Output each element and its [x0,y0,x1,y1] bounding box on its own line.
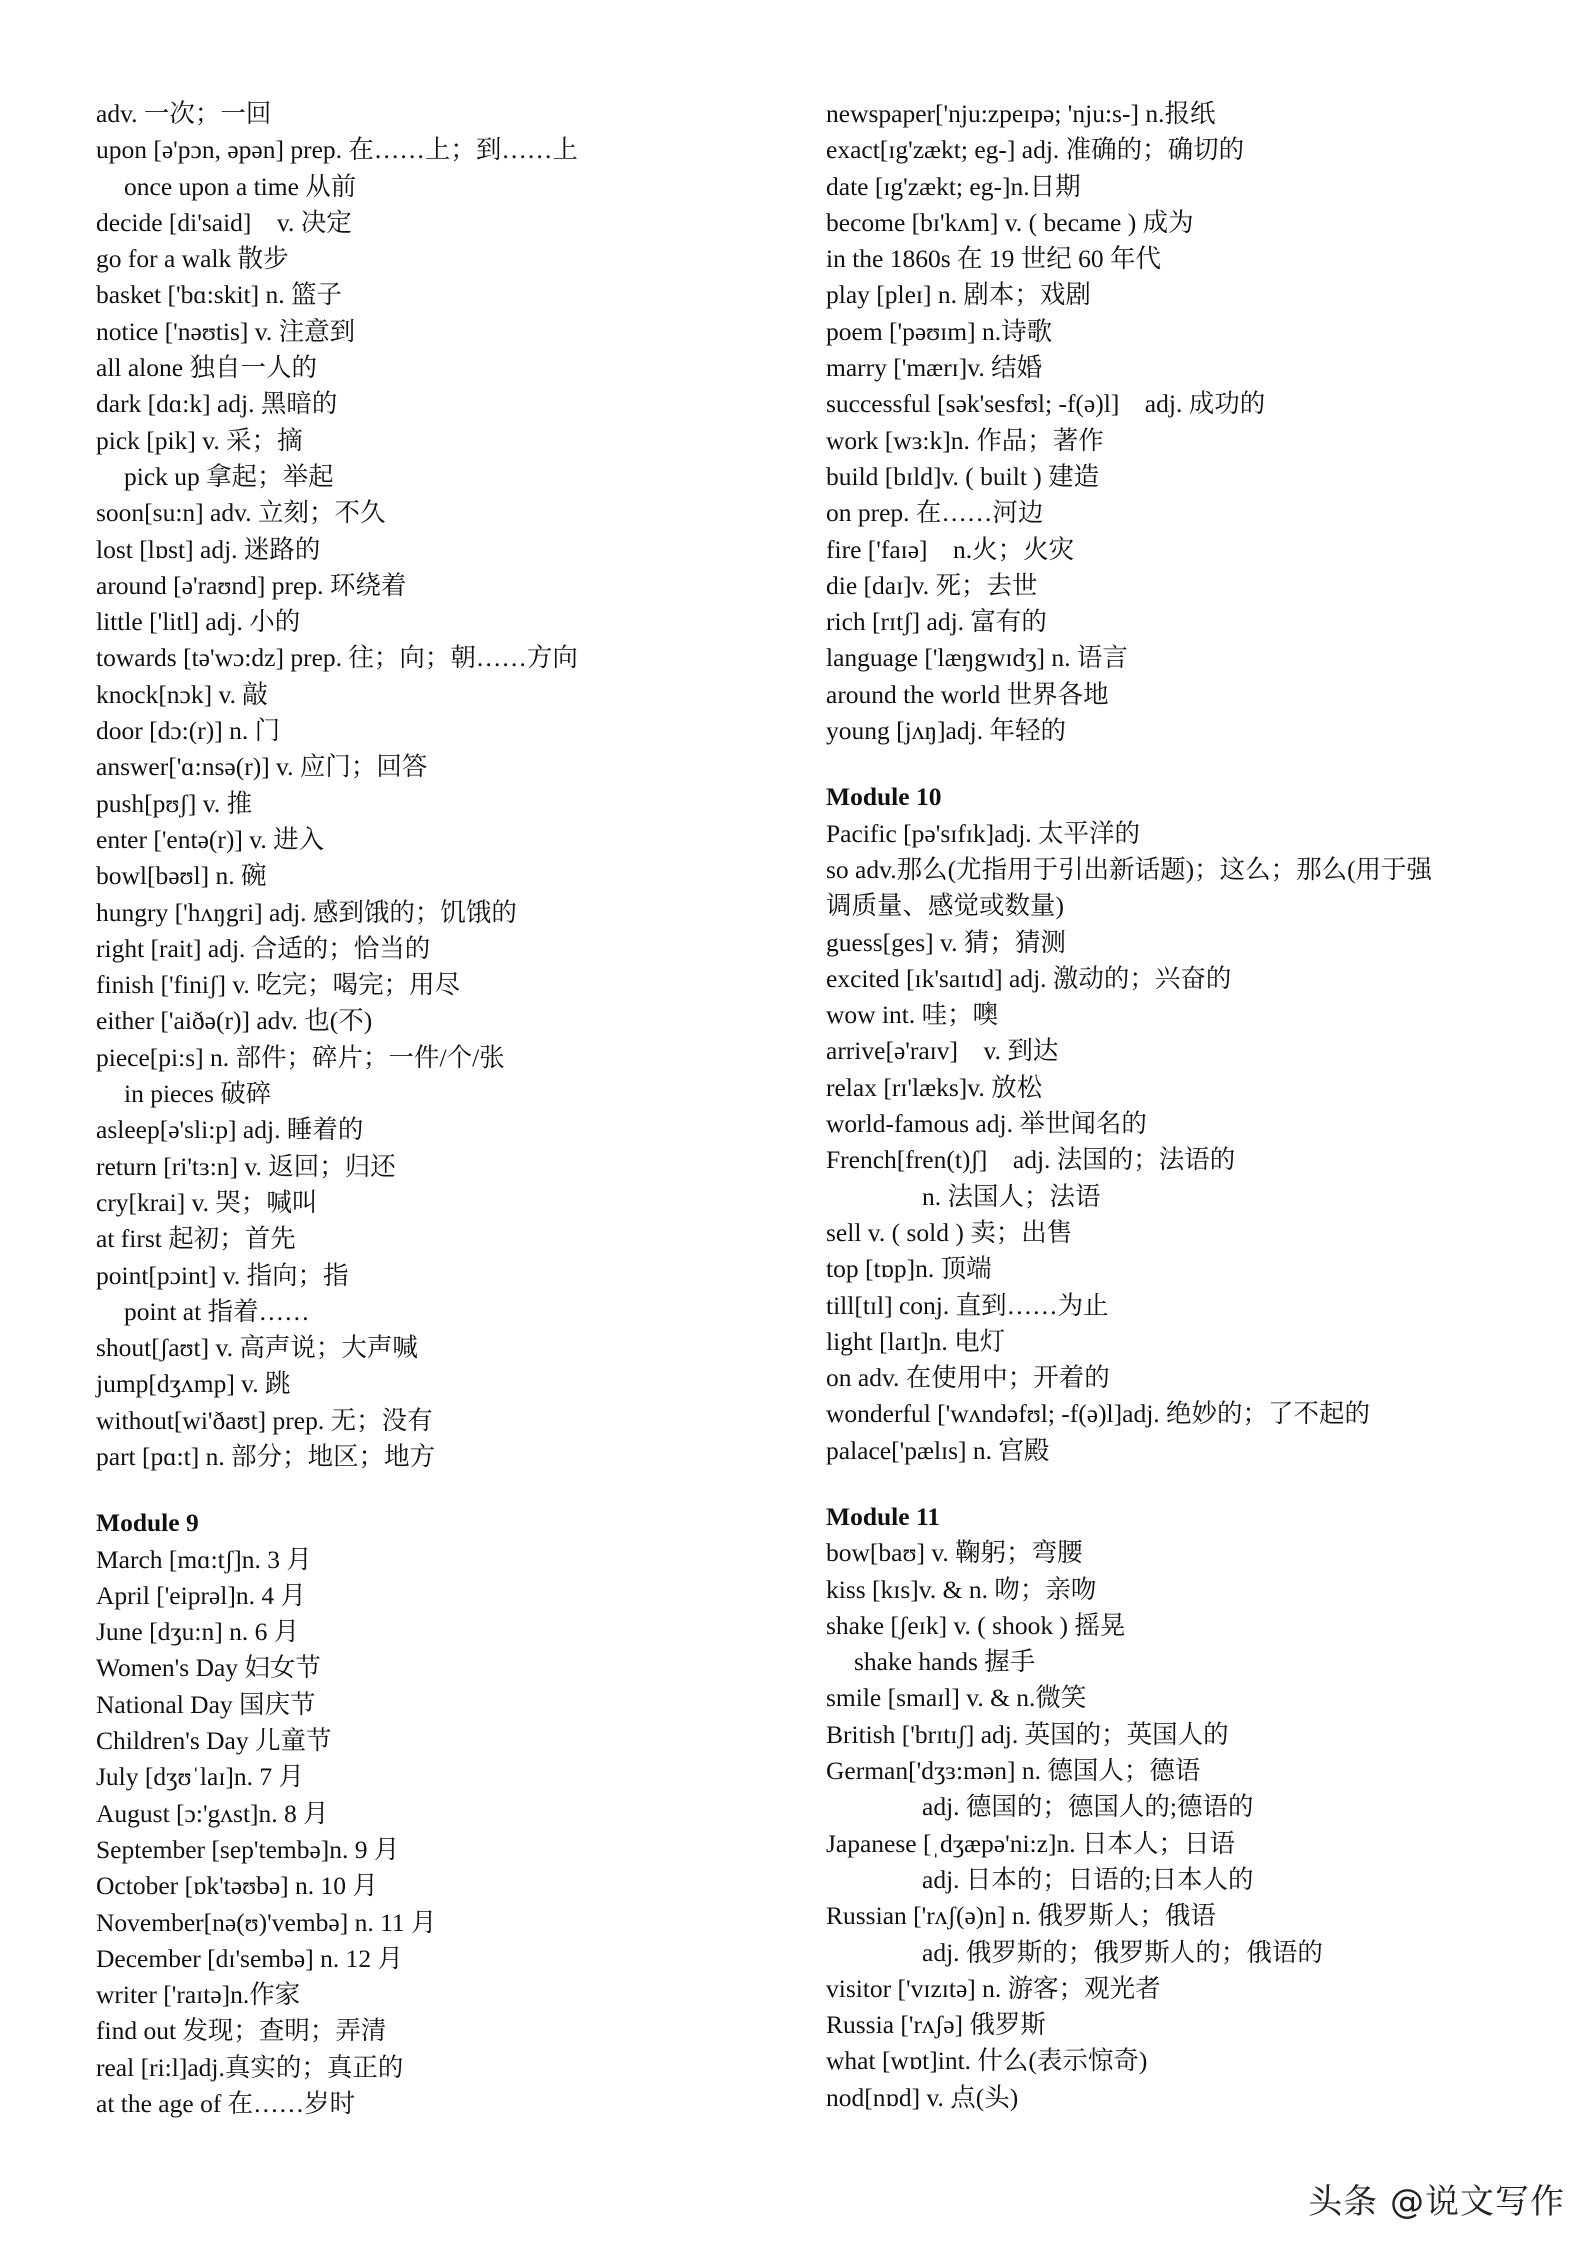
module-heading: Module 10 [826,782,942,812]
vocab-entry: at first 起初；首先 [96,1224,296,1254]
vocab-entry: finish ['finiʃ] v. 吃完；喝完；用尽 [96,970,461,1000]
vocab-entry: October [ɒk'təʊbə] n. 10 月 [96,1871,378,1901]
vocab-entry: palace['pælɪs] n. 宫殿 [826,1435,1050,1465]
vocab-entry: Japanese [ˌdʒæpə'ni:z]n. 日本人；日语 [826,1828,1235,1858]
vocab-entry: enter ['entə(r)] v. 进入 [96,824,325,854]
vocab-entry: rich [rɪtʃ] adj. 富有的 [826,607,1047,637]
right-column [826,96,1526,2116]
vocab-entry: date [ɪg'zækt; eg-]n.日期 [826,171,1081,201]
module-heading: Module 9 [96,1508,199,1538]
vocab-entry: once upon a time 从前 [124,171,357,201]
vocab-entry: newspaper['nju:zpeɪpə; 'nju:s-] n.报纸 [826,99,1216,128]
vocab-entry: on adv. 在使用中；开着的 [826,1363,1110,1393]
vocab-entry: bowl[bəʊl] n. 碗 [96,861,267,891]
vocab-entry: Russia ['rʌʃə] 俄罗斯 [826,2010,1046,2040]
vocab-entry: German['dʒɜ:mən] n. 德国人；德语 [826,1756,1201,1786]
vocab-entry: Russian ['rʌʃ(ə)n] n. 俄罗斯人；俄语 [826,1901,1216,1931]
vocab-entry: without[wi'ðaʊt] prep. 无；没有 [96,1405,433,1435]
vocab-entry: light [laɪt]n. 电灯 [826,1326,1006,1356]
vocab-entry: August [ɔ:'gʌst]n. 8 月 [96,1798,329,1828]
vocab-entry: wow int. 哇；噢 [826,1000,999,1030]
vocab-entry: all alone 独自一人的 [96,353,317,383]
vocab-entry: marry ['mærɪ]v. 结婚 [826,353,1043,383]
vocab-entry: world-famous adj. 举世闻名的 [826,1109,1147,1139]
vocab-entry: Children's Day 儿童节 [96,1726,332,1756]
vocab-entry: poem ['pəʊɪm] n.诗歌 [826,316,1053,346]
vocab-entry: cry[krai] v. 哭；喊叫 [96,1187,318,1217]
vocab-entry: pick [pik] v. 采；摘 [96,425,303,455]
vocab-entry: piece[pi:s] n. 部件；碎片；一件/个/张 [96,1042,505,1072]
vocab-entry: writer ['raɪtə]n.作家 [96,1980,301,2010]
vocab-entry: basket ['bɑ:skit] n. 篮子 [96,280,342,310]
vocab-entry: wonderful ['wʌndəfʊl; -f(ə)l]adj. 绝妙的；了不起的 [826,1399,1371,1429]
vocab-entry: so adv.那么(尤指用于引出新话题)；这么；那么(用于强 [826,854,1433,884]
vocab-entry: British ['brɪtɪʃ] adj. 英国的；英国人的 [826,1719,1229,1749]
vocab-entry: knock[nɔk] v. 敲 [96,679,268,709]
vocab-entry: work [wɜ:k]n. 作品；著作 [826,425,1104,455]
vocab-entry: nod[nɒd] v. 点(头) [826,2082,1019,2112]
vocab-entry: return [ri'tɜ:n] v. 返回；归还 [96,1151,396,1181]
vocab-entry: pick up 拿起；举起 [124,461,334,491]
vocab-entry: adj. 日本的；日语的;日本人的 [922,1864,1254,1894]
vocab-entry: till[tɪl] conj. 直到……为止 [826,1290,1109,1320]
vocab-entry: die [daɪ]v. 死；去世 [826,570,1038,600]
vocab-entry: Women's Day 妇女节 [96,1653,321,1683]
vocab-entry: arrive[ə'raɪv] v. 到达 [826,1036,1059,1066]
vocab-entry: part [pɑ:t] n. 部分；地区；地方 [96,1441,436,1471]
vocab-entry: soon[su:n] adv. 立刻；不久 [96,498,386,528]
vocab-entry: either ['aiðə(r)] adv. 也(不) [96,1006,373,1036]
vocab-entry: 调质量、感觉或数量) [826,891,1064,921]
vocab-entry: around the world 世界各地 [826,679,1109,709]
vocab-entry: jump[dʒʌmp] v. 跳 [96,1369,291,1399]
vocab-entry: June [dʒu:n] n. 6 月 [96,1617,300,1647]
vocab-entry: adv. 一次；一回 [96,99,272,128]
vocab-entry: around [ə'raʊnd] prep. 环绕着 [96,570,407,600]
vocab-entry: push[pʊʃ] v. 推 [96,788,253,818]
vocab-entry: notice ['nəʊtis] v. 注意到 [96,316,356,346]
section-spacer [96,1475,796,1505]
vocab-entry: in pieces 破碎 [124,1079,272,1109]
vocab-entry: answer['ɑ:nsə(r)] v. 应门；回答 [96,752,428,782]
left-column [96,96,796,2122]
vocab-entry: adj. 俄罗斯的；俄罗斯人的；俄语的 [922,1937,1323,1967]
vocab-entry: relax [rɪ'læks]v. 放松 [826,1072,1043,1102]
vocab-entry: National Day 国庆节 [96,1689,316,1719]
vocab-entry: shout[ʃaʊt] v. 高声说；大声喊 [96,1333,418,1363]
vocab-entry: asleep[ə'sli:p] adj. 睡着的 [96,1115,364,1145]
vocab-entry: play [pleɪ] n. 剧本；戏剧 [826,280,1091,310]
vocab-entry: smile [smaɪl] v. & n.微笑 [826,1683,1087,1713]
vocab-entry: find out 发现；查明；弄清 [96,2016,387,2046]
vocab-entry: lost [lɒst] adj. 迷路的 [96,534,321,564]
vocab-entry: n. 法国人；法语 [922,1181,1101,1211]
vocab-entry: adj. 德国的；德国人的;德语的 [922,1792,1254,1822]
vocab-entry: young [jʌŋ]adj. 年轻的 [826,716,1066,746]
vocab-entry: door [dɔ:(r)] n. 门 [96,716,281,746]
vocab-entry: decide [di'said] v. 决定 [96,207,352,237]
vocab-entry: July [dʒʊˈlaɪ]n. 7 月 [96,1762,305,1792]
vocab-entry: become [bɪ'kʌm] v. ( became ) 成为 [826,207,1194,237]
vocab-entry: excited [ɪk'saɪtɪd] adj. 激动的；兴奋的 [826,963,1232,993]
watermark: 头条 @说文写作 [1308,2182,1565,2222]
vocab-entry: December [dɪ'sembə] n. 12 月 [96,1943,403,1973]
vocab-entry: go for a walk 散步 [96,244,289,274]
vocab-entry: point at 指着…… [124,1296,310,1326]
vocab-entry: visitor ['vɪzɪtə] n. 游客；观光者 [826,1973,1161,2003]
vocab-entry: kiss [kɪs]v. & n. 吻；亲吻 [826,1574,1097,1604]
vocab-entry: March [mɑ:tʃ]n. 3 月 [96,1544,312,1574]
vocab-entry: guess[ges] v. 猜；猜测 [826,927,1066,957]
vocab-entry: November[nə(ʊ)'vembə] n. 11 月 [96,1907,437,1937]
vocab-entry: dark [dɑ:k] adj. 黑暗的 [96,389,338,419]
vocab-entry: shake [ʃeɪk] v. ( shook ) 摇晃 [826,1610,1126,1640]
vocab-entry: fire ['faɪə] n.火；火灾 [826,534,1075,564]
vocab-entry: towards [tə'wɔ:dz] prep. 往；向；朝……方向 [96,643,578,673]
section-spacer [826,749,1526,779]
vocab-entry: build [bɪld]v. ( built ) 建造 [826,461,1100,491]
vocab-entry: French[fren(t)ʃ] adj. 法国的；法语的 [826,1145,1236,1175]
vocab-entry: what [wɒt]int. 什么(表示惊奇) [826,2046,1148,2076]
vocab-entry: bow[baʊ] v. 鞠躬；弯腰 [826,1538,1083,1568]
vocab-entry: at the age of 在……岁时 [96,2089,356,2119]
vocab-entry: in the 1860s 在 19 世纪 60 年代 [826,244,1162,274]
module-heading: Module 11 [826,1501,941,1531]
vocab-entry: exact[ɪg'zækt; eg-] adj. 准确的；确切的 [826,135,1245,165]
section-spacer [826,1469,1526,1499]
vocab-entry: sell v. ( sold ) 卖；出售 [826,1217,1073,1247]
vocab-entry: upon [ə'pɔn, əpən] prep. 在……上；到……上 [96,135,578,165]
vocab-entry: right [rait] adj. 合适的；恰当的 [96,933,431,963]
vocab-entry: top [tɒp]n. 顶端 [826,1254,992,1284]
vocab-entry: September [sep'tembə]n. 9 月 [96,1834,400,1864]
vocab-entry: hungry ['hʌŋgri] adj. 感到饿的；饥饿的 [96,897,517,927]
vocab-entry: successful [sək'sesfʊl; -f(ə)l] adj. 成功的 [826,389,1266,419]
vocab-entry: shake hands 握手 [854,1647,1036,1677]
vocab-entry: on prep. 在……河边 [826,498,1044,528]
vocab-entry: little ['litl] adj. 小的 [96,607,301,637]
vocab-entry: Pacific [pə'sɪfɪk]adj. 太平洋的 [826,818,1141,848]
vocab-entry: real [ri:l]adj.真实的；真正的 [96,2052,404,2082]
vocab-entry: language ['læŋgwɪdʒ] n. 语言 [826,643,1128,673]
vocab-entry: April ['eiprəl]n. 4 月 [96,1580,306,1610]
vocab-entry: point[pɔint] v. 指向；指 [96,1260,349,1290]
